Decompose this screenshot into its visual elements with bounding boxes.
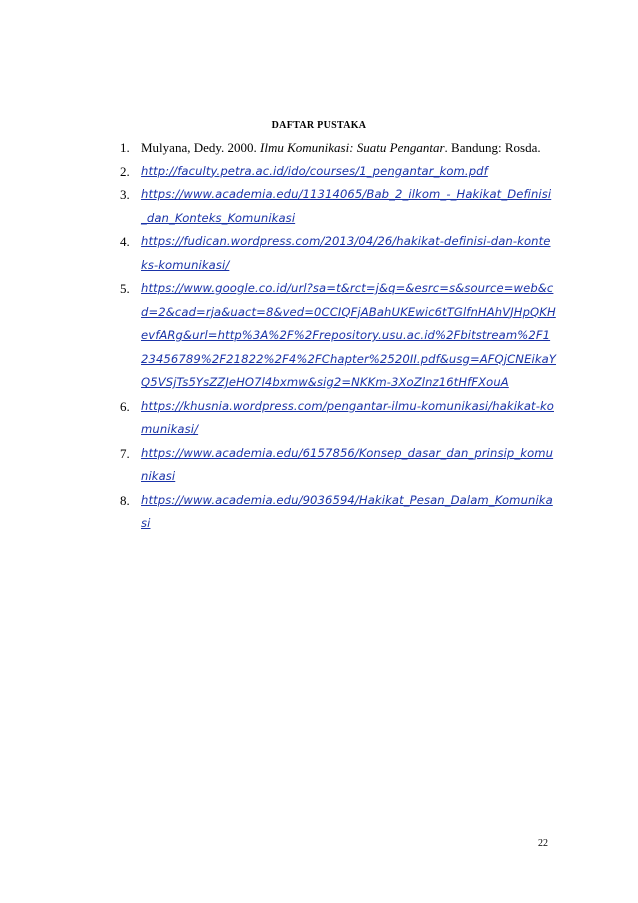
reference-number: 1. [120, 140, 130, 155]
reference-item-1 [117, 136, 557, 160]
reference-number: 4. [120, 234, 130, 249]
page-title: DAFTAR PUSTAKA [271, 120, 367, 131]
reference-number: 7. [120, 445, 130, 461]
reference-link[interactable]: https://www.google.co.id/url?sa=t&rct=j&q=&esrc=s&source=web&cd=2&cad=rja&uact=8&ved=0CCIQFjABahUKEwic6tTGlfnHAhVJHpQKHevfARg&url=http%3A%2F%2Frepository.usu.ac.id%2Fbitstream%2F123456789%2F21822%2F4%2FChapter%2520II.pdf&usg=AFQjCNEikaYQ5VSjTs5YsZZJeHO7l4bxmw&sig2=NKKm-3XoZlnz16tHfFXouA [141, 281, 557, 389]
reference-book-title: Ilmu Komunikasi: Suatu Pengantar [260, 140, 445, 155]
reference-item-8 [117, 489, 557, 536]
reference-link[interactable]: https://www.academia.edu/11314065/Bab_2_ilkom_-_Hakikat_Definisi_dan_Konteks_Komunikasi [141, 187, 552, 225]
reference-link[interactable]: https://fudican.wordpress.com/2013/04/26/hakikat-definisi-dan-konteks-komunikasi/ [141, 234, 551, 272]
reference-number: 8. [120, 492, 130, 508]
reference-publisher: . Bandung: Rosda. [444, 140, 541, 155]
reference-number: 6. [120, 398, 130, 414]
reference-item-4 [117, 230, 557, 277]
reference-text [141, 140, 541, 155]
reference-item-2 [117, 160, 557, 184]
reference-number: 3. [120, 187, 130, 202]
reference-link[interactable]: https://khusnia.wordpress.com/pengantar-ilmu-komunikasi/hakikat-komunikasi/ [141, 398, 554, 436]
reference-list [117, 136, 557, 536]
reference-item-6 [117, 395, 557, 442]
reference-link[interactable]: http://faculty.petra.ac.id/ido/courses/1_pengantar_kom.pdf [141, 163, 488, 178]
reference-item-7 [117, 442, 557, 489]
reference-item-5 [117, 277, 557, 395]
reference-item-3 [117, 183, 557, 230]
reference-link[interactable]: https://www.academia.edu/9036594/Hakikat_Pesan_Dalam_Komunikasi [141, 492, 553, 530]
reference-author: Mulyana, Dedy. 2000. [141, 140, 261, 155]
reference-number: 2. [120, 163, 130, 179]
reference-link[interactable]: https://www.academia.edu/6157856/Konsep_dasar_dan_prinsip_komunikasi [141, 445, 554, 483]
reference-number: 5. [120, 281, 130, 296]
page-number: 22 [538, 838, 548, 849]
